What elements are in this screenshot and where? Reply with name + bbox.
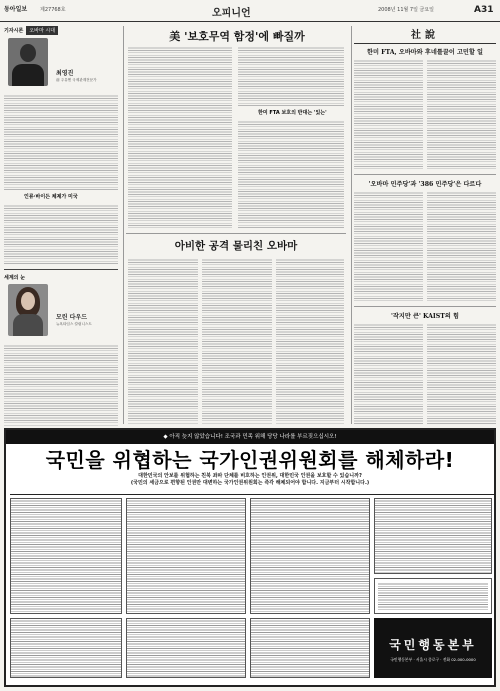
ad-body-col-4 (374, 498, 492, 574)
issue-date: 2008년 11월 7일 금요일 (378, 7, 435, 13)
editorial-1-col-b (427, 59, 496, 169)
author-title-1: 前 주유엔 국제관계전문가 (56, 78, 97, 82)
main-column (126, 26, 348, 426)
editorial-head-2: '오바마 민주당'과 '386 민주당'은 다르다 (368, 181, 482, 188)
article-subhead: 한미 FTA 보호의 반대는 '있는' (258, 110, 327, 116)
author-photo-2 (8, 284, 48, 336)
ad-title: 국민을 위협하는 국가인권위원회를 해체하라! (45, 448, 455, 472)
section-title: 오피니언 (212, 8, 251, 19)
ad-body-col-3b (250, 618, 370, 678)
author-title-2: 뉴욕타임스 칼럼니스트 (56, 322, 92, 326)
editorial-1-col-a (354, 59, 423, 169)
ad-footer-box (374, 618, 492, 678)
page-header (0, 0, 500, 22)
page-number: A31 (474, 5, 494, 15)
column-tag: 오바마 시대 (26, 26, 58, 35)
left-column (4, 26, 120, 426)
author-name-1: 최영진 (56, 70, 74, 77)
column-subhead-1: 인류·바이든 체제가 미국 (24, 194, 78, 200)
issue-number: 제27768호 (40, 7, 66, 13)
editorial-3-col-b (427, 323, 496, 425)
editorial-3-col-a (354, 323, 423, 425)
column-label-2: 세계의 눈 (4, 275, 26, 281)
article-body-right-b (238, 120, 344, 228)
column-label: 기자시론 (4, 27, 24, 34)
author-photo-1 (8, 38, 48, 86)
second-headline: 아비한 공격 물리친 오바마 (174, 240, 298, 252)
editorial-head-3: '작지만 큰' KAIST의 힘 (390, 313, 459, 320)
ad-banner: ◆ 아직 늦지 않았습니다! 조국과 민족 위해 당당 나라를 부르짖으십시오! (6, 430, 494, 444)
ad-body-col-1b (10, 618, 122, 678)
ad-body-col-1 (10, 498, 122, 614)
article-body-right-a (238, 46, 344, 106)
editorial-head-1: 한미 FTA, 오바마와 후네틀끌이 고민할 일 (366, 49, 484, 56)
ad-subtitle-1: 대한민국의 안보를 위협하는 친북 좌파 단체를 비호하는 인권위, 대한민국 인권을 보호할 수 있습니까? (138, 473, 362, 479)
article2-col-2 (202, 258, 272, 424)
author-name-2: 모린 다우드 (56, 314, 88, 321)
ad-subtitle-2: (국민의 세금으로 편향된 인권만 대변하는 국가인권위원회는 즉각 해체되어야 합니다. 지금부터 시작합니다.) (130, 480, 370, 486)
editorial-label: 社說 (411, 30, 439, 41)
main-headline: 美 '보호무역 함정'에 빠질까 (169, 30, 305, 43)
ad-contact-box (374, 578, 492, 614)
paper-name: 동아일보 (4, 6, 28, 13)
ad-body-col-2b (126, 618, 246, 678)
ad-body-col-2 (126, 498, 246, 614)
article-body-left (128, 46, 232, 228)
article2-col-1 (128, 258, 198, 424)
editorial-2-col-a (354, 191, 423, 301)
advertisement (4, 428, 496, 687)
ad-footer-org: 국민행동본부 (389, 638, 477, 652)
ad-footer-sub: 국민행동본부 · 서울시 종로구 · 전화 02-000-0000 (390, 657, 476, 662)
column-body-1 (4, 94, 118, 190)
column-body-2 (4, 204, 118, 264)
editorial-2-col-b (427, 191, 496, 301)
column-body-3 (4, 344, 118, 426)
editorial-column (354, 26, 496, 426)
ad-body-col-3 (250, 498, 370, 614)
article2-col-3 (276, 258, 344, 424)
